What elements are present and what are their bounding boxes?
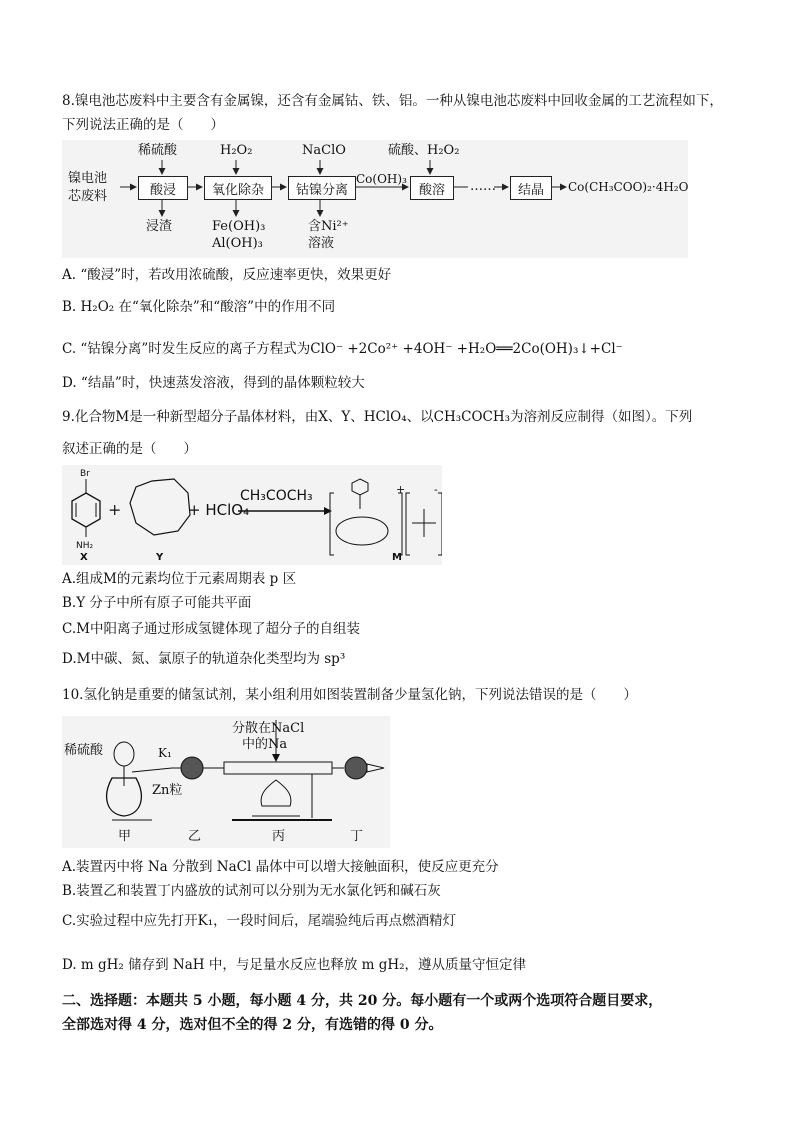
label-na-line2: 中的Na xyxy=(242,737,288,752)
flow-reagent-dilute-acid: 稀硫酸 xyxy=(138,143,178,158)
label-k1: K₁ xyxy=(158,746,172,760)
flow-reagent-naclo: NaClO xyxy=(302,143,346,158)
label-na-line1: 分散在NaCl xyxy=(232,721,305,736)
flow-mid-product: Co(OH)₃ xyxy=(356,172,407,186)
flow-step-acid-leach: 酸浸 xyxy=(138,176,188,200)
flow-step-oxidation: 氧化除杂 xyxy=(204,176,272,200)
label-y: Y xyxy=(156,552,164,563)
q9-stem-line1: 9.化合物M是一种新型超分子晶体材料，由X、Y、HClO₄、以CH₃COCH₃为溶剂反应制得（如图）。下列 xyxy=(62,409,693,425)
hclo4-label: + HClO₄ xyxy=(188,501,250,519)
q10-option-a: A.装置丙中将 Na 分散到 NaCl 晶体中可以增大接触面积，使反应更充分 xyxy=(62,859,499,875)
q9-stem-line2: 叙述正确的是（ ） xyxy=(62,441,197,457)
flow-step-separation: 钴镍分离 xyxy=(288,176,356,200)
section2-heading-line2: 全部选对得 4 分，选对但不全的得 2 分，有选错的得 0 分。 xyxy=(62,1017,443,1033)
q9-reaction-scheme xyxy=(62,465,442,565)
q8-stem-line2: 下列说法正确的是（ ） xyxy=(62,117,224,133)
anion-charge: - xyxy=(434,483,438,496)
q9-option-c: C.M中阳离子通过形成氢键体现了超分子的自组装 xyxy=(62,621,360,637)
apparatus-drawing xyxy=(62,716,390,848)
q10-option-c: C.实验过程中应先打开K₁，一段时间后，尾端验纯后再点燃酒精灯 xyxy=(62,913,457,929)
flow-out-ni: 含Ni²⁺ xyxy=(308,219,349,234)
flow-start-line1: 镍电池 xyxy=(68,171,108,186)
q10-option-b: B.装置乙和装置丁内盛放的试剂可以分别为无水氯化钙和碱石灰 xyxy=(62,883,441,899)
q8-stem-line1: 8.镍电池芯废料中主要含有金属镍，还含有金属钴、铁、铝。一种从镍电池芯废料中回收金属的工艺流程如下， xyxy=(62,93,723,109)
q9-option-d: D.M中碳、氮、氯原子的轨道杂化类型均为 sp³ xyxy=(62,651,346,667)
x-br-label: Br xyxy=(80,469,90,479)
flow-step-acid-dissolve: 酸溶 xyxy=(410,176,454,200)
label-m: M xyxy=(392,552,402,563)
label-zn: Zn粒 xyxy=(152,783,183,798)
flow-final-product: Co(CH₃COO)₂·4H₂O xyxy=(568,180,689,194)
label-yi: 乙 xyxy=(188,829,202,844)
cation-charge: + xyxy=(396,483,406,496)
flow-dots: …… xyxy=(470,179,496,194)
label-jia: 甲 xyxy=(118,829,132,844)
flow-out-solution: 溶液 xyxy=(308,236,335,251)
solvent-label: CH₃COCH₃ xyxy=(240,488,313,504)
q8-option-b: B. H₂O₂ 在“氧化除杂”和“酸溶”中的作用不同 xyxy=(62,299,336,315)
flow-out-feoh3: Fe(OH)₃ xyxy=(212,219,266,234)
flow-start-line2: 芯废料 xyxy=(68,189,108,204)
flow-reagent-acid-h2o2: 硫酸、H₂O₂ xyxy=(388,143,460,158)
flow-step-crystallize: 结晶 xyxy=(510,176,552,200)
q9-option-b: B.Y 分子中所有原子可能共平面 xyxy=(62,595,252,611)
x-nh2-label: NH₂ xyxy=(76,541,94,551)
q10-apparatus xyxy=(62,716,390,848)
q10-stem: 10.氢化钠是重要的储氢试剂，某小组利用如图装置制备少量氢化钠，下列说法错误的是（ ） xyxy=(62,687,637,703)
q8-option-d: D. “结晶”时，快速蒸发溶液，得到的晶体颗粒较大 xyxy=(62,375,365,391)
plus-sign: + xyxy=(108,500,122,519)
q8-option-c: C. “钴镍分离”时发生反应的离子方程式为ClO⁻ +2Co²⁺ +4OH⁻ +H₂O══2Co(OH)₃↓+Cl⁻ xyxy=(62,341,623,357)
label-bing: 丙 xyxy=(272,829,286,844)
q8-option-a: A. “酸浸”时，若改用浓硫酸，反应速率更快，效果更好 xyxy=(62,267,392,283)
flow-reagent-h2o2: H₂O₂ xyxy=(220,143,253,158)
flow-out-residue: 浸渣 xyxy=(146,219,173,234)
q9-option-a: A.组成M的元素均位于元素周期表 p 区 xyxy=(62,571,297,587)
flow-out-aloh3: Al(OH)₃ xyxy=(212,236,263,251)
label-x: X xyxy=(80,552,88,563)
section2-heading-line1: 二、选择题：本题共 5 小题，每小题 4 分，共 20 分。每小题有一个或两个选项符合题目要求， xyxy=(62,993,663,1009)
label-dilute-acid: 稀硫酸 xyxy=(64,743,104,758)
q10-option-d: D. m gH₂ 储存到 NaH 中，与足量水反应也释放 m gH₂，遵从质量守恒定律 xyxy=(62,957,527,973)
q8-flowchart xyxy=(62,140,688,258)
label-ding: 丁 xyxy=(350,829,364,844)
